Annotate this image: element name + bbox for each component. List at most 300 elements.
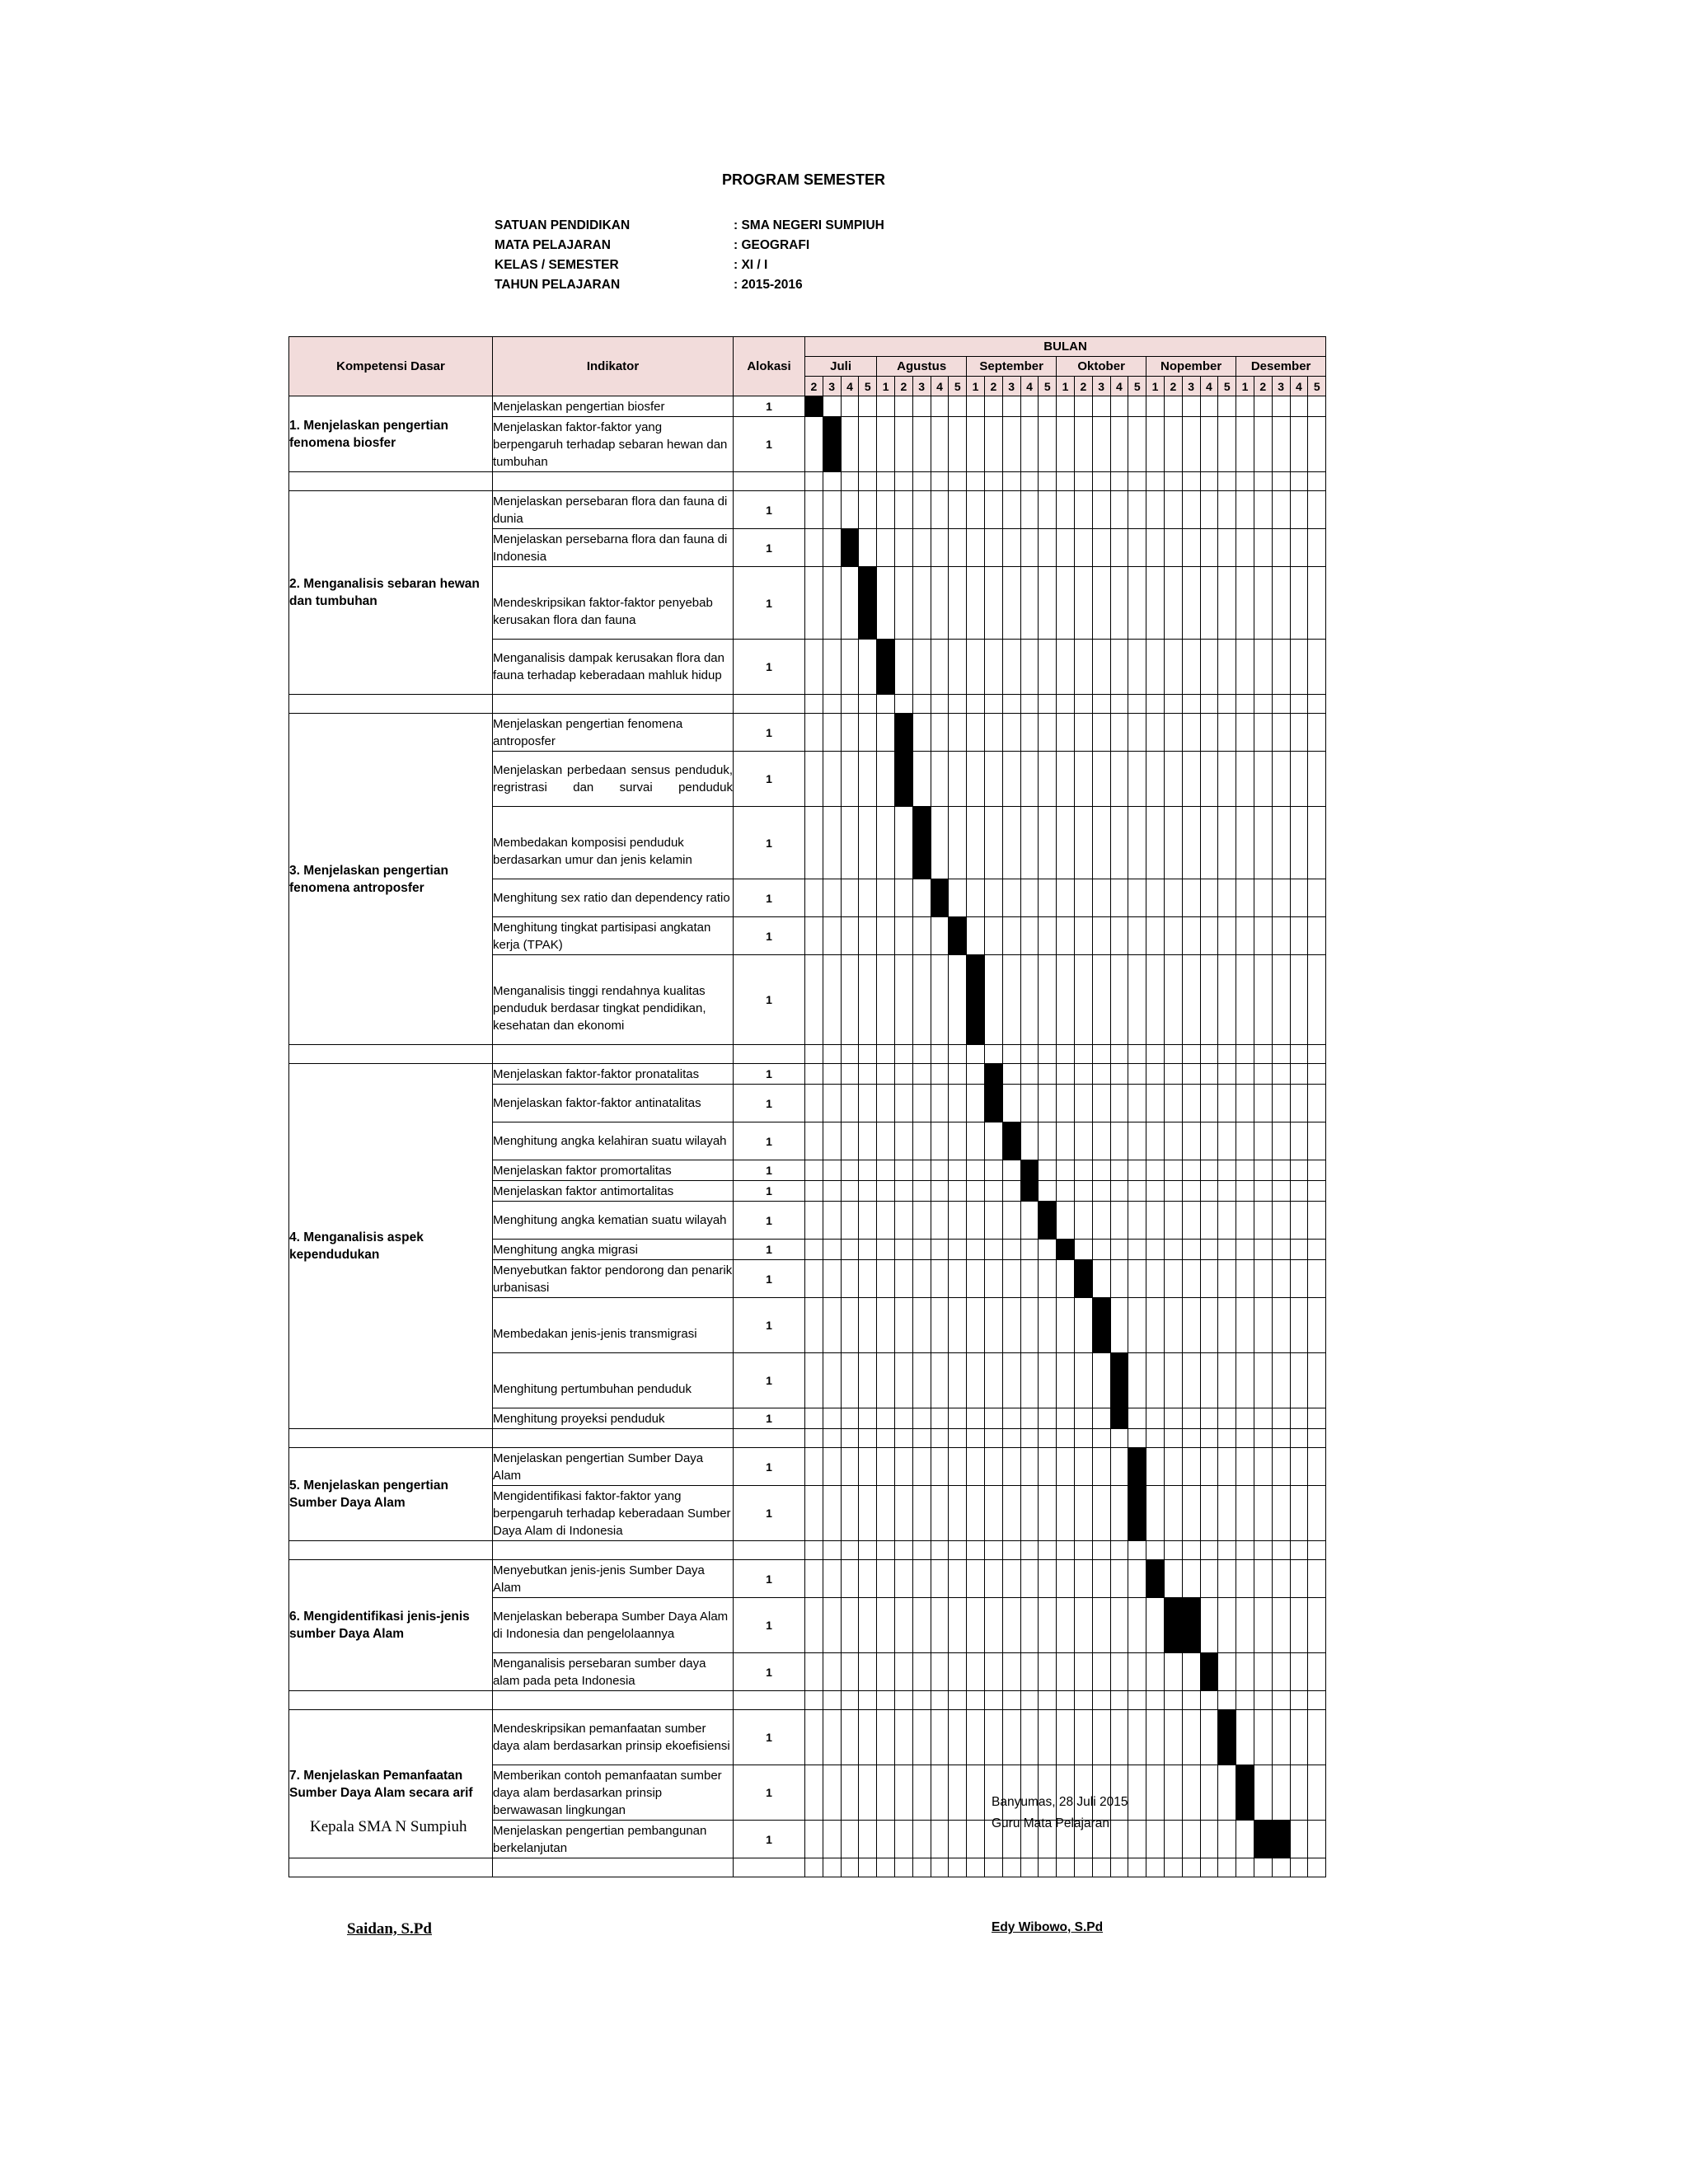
schedule-cell xyxy=(1110,1260,1128,1298)
schedule-cell xyxy=(877,1064,895,1085)
schedule-cell xyxy=(805,1821,823,1858)
schedule-cell xyxy=(967,807,985,879)
alokasi-cell: 1 xyxy=(734,917,805,955)
schedule-cell xyxy=(1074,955,1092,1045)
empty-cell xyxy=(1218,1541,1236,1560)
schedule-cell xyxy=(894,1298,912,1353)
schedule-cell xyxy=(1272,1765,1290,1821)
schedule-cell xyxy=(1200,1160,1218,1181)
empty-cell xyxy=(1020,1858,1039,1877)
schedule-cell xyxy=(1308,917,1326,955)
schedule-cell xyxy=(1272,1653,1290,1691)
schedule-cell xyxy=(912,917,931,955)
empty-cell xyxy=(1092,695,1110,714)
empty-cell xyxy=(1092,1541,1110,1560)
schedule-cell xyxy=(1092,1560,1110,1598)
schedule-cell xyxy=(967,1653,985,1691)
schedule-cell xyxy=(859,1821,877,1858)
schedule-cell xyxy=(1236,1160,1254,1181)
schedule-cell xyxy=(1074,529,1092,567)
schedule-cell xyxy=(1200,752,1218,807)
schedule-cell xyxy=(1236,752,1254,807)
empty-cell xyxy=(1110,1045,1128,1064)
schedule-cell xyxy=(1182,1486,1200,1541)
schedule-cell xyxy=(1182,1085,1200,1122)
empty-cell xyxy=(1020,472,1039,491)
schedule-cell xyxy=(1020,1598,1039,1653)
schedule-cell xyxy=(1146,1298,1165,1353)
empty-cell xyxy=(1182,695,1200,714)
schedule-cell xyxy=(1182,1353,1200,1408)
schedule-cell xyxy=(1057,1353,1075,1408)
schedule-cell xyxy=(1236,1181,1254,1202)
schedule-cell xyxy=(1182,1240,1200,1260)
schedule-cell xyxy=(1164,917,1182,955)
schedule-cell xyxy=(1290,1408,1308,1429)
schedule-cell xyxy=(1074,1122,1092,1160)
empty-cell xyxy=(1254,1045,1272,1064)
alokasi-cell: 1 xyxy=(734,1202,805,1240)
empty-cell xyxy=(949,1541,967,1560)
schedule-cell xyxy=(1254,1064,1272,1085)
empty-cell xyxy=(1290,472,1308,491)
schedule-cell xyxy=(1182,1653,1200,1691)
schedule-cell xyxy=(1164,417,1182,472)
indikator-cell: Mendeskripsikan faktor-faktor penyebab kerusakan flora dan fauna xyxy=(493,567,734,640)
empty-cell xyxy=(1254,1858,1272,1877)
schedule-cell xyxy=(1308,1560,1326,1598)
empty-cell xyxy=(912,1429,931,1448)
schedule-cell xyxy=(1092,879,1110,917)
schedule-cell xyxy=(1110,879,1128,917)
schedule-cell xyxy=(859,1710,877,1765)
empty-cell xyxy=(984,1541,1002,1560)
schedule-cell xyxy=(1254,1160,1272,1181)
schedule-cell xyxy=(877,1353,895,1408)
page-title: PROGRAM SEMESTER xyxy=(721,171,886,188)
indikator-cell: Menjelaskan persebaran flora dan fauna di dunia xyxy=(493,491,734,529)
indikator-cell: Menjelaskan faktor-faktor yang berpengaruh terhadap sebaran hewan dan tumbuhan xyxy=(493,417,734,472)
schedule-cell xyxy=(859,1653,877,1691)
schedule-cell xyxy=(1308,640,1326,695)
schedule-cell xyxy=(1182,955,1200,1045)
meta-label: TAHUN PELAJARAN xyxy=(495,278,621,292)
empty-cell xyxy=(823,1045,841,1064)
schedule-cell xyxy=(823,1298,841,1353)
schedule-cell xyxy=(1254,1408,1272,1429)
schedule-cell xyxy=(823,1353,841,1408)
kompetensi-dasar: 5. Menjelaskan pengertian Sumber Daya Alam xyxy=(289,1448,493,1541)
schedule-cell xyxy=(984,1353,1002,1408)
empty-cell xyxy=(1254,1691,1272,1710)
schedule-cell xyxy=(931,714,949,752)
schedule-cell xyxy=(841,1160,859,1181)
schedule-cell xyxy=(1218,417,1236,472)
empty-cell xyxy=(841,1691,859,1710)
schedule-cell xyxy=(1074,1353,1092,1408)
schedule-cell xyxy=(1200,1181,1218,1202)
schedule-cell xyxy=(1092,1202,1110,1240)
schedule-cell xyxy=(823,807,841,879)
schedule-cell xyxy=(1272,1408,1290,1429)
schedule-cell xyxy=(1272,396,1290,417)
schedule-cell xyxy=(967,1353,985,1408)
schedule-cell xyxy=(1182,417,1200,472)
schedule-cell xyxy=(859,1202,877,1240)
schedule-cell xyxy=(1074,714,1092,752)
schedule-cell xyxy=(859,807,877,879)
indikator-cell: Mendeskripsikan pemanfaatan sumber daya alam berdasarkan prinsip ekoefisiensi xyxy=(493,1710,734,1765)
schedule-cell xyxy=(877,491,895,529)
schedule-cell xyxy=(1182,807,1200,879)
week-number: 3 xyxy=(912,377,931,396)
empty-cell xyxy=(1182,1429,1200,1448)
schedule-cell xyxy=(967,1710,985,1765)
schedule-cell xyxy=(984,529,1002,567)
meta-row xyxy=(495,255,884,275)
schedule-cell xyxy=(949,1181,967,1202)
empty-cell xyxy=(841,472,859,491)
schedule-cell xyxy=(949,752,967,807)
empty-cell xyxy=(1218,472,1236,491)
schedule-cell-filled xyxy=(823,417,841,472)
schedule-cell xyxy=(1039,417,1057,472)
schedule-cell xyxy=(1236,1448,1254,1486)
schedule-cell xyxy=(967,1821,985,1858)
empty-cell xyxy=(493,1691,734,1710)
schedule-cell xyxy=(1254,1560,1272,1598)
schedule-cell xyxy=(1039,1085,1057,1122)
schedule-cell xyxy=(1182,640,1200,695)
week-number: 2 xyxy=(1164,377,1182,396)
empty-cell xyxy=(931,1691,949,1710)
schedule-cell xyxy=(931,1353,949,1408)
empty-cell xyxy=(1236,472,1254,491)
schedule-cell xyxy=(1272,491,1290,529)
schedule-cell xyxy=(1218,1240,1236,1260)
empty-cell xyxy=(1057,1858,1075,1877)
empty-cell xyxy=(1272,1858,1290,1877)
schedule-cell xyxy=(1074,1064,1092,1085)
schedule-cell xyxy=(1020,807,1039,879)
empty-cell xyxy=(859,1691,877,1710)
schedule-cell-filled xyxy=(1146,1560,1165,1598)
schedule-cell xyxy=(1200,491,1218,529)
schedule-cell xyxy=(1200,1486,1218,1541)
schedule-cell xyxy=(1057,917,1075,955)
schedule-cell xyxy=(1092,807,1110,879)
empty-cell xyxy=(894,1541,912,1560)
schedule-cell xyxy=(1057,1598,1075,1653)
week-number: 5 xyxy=(1308,377,1326,396)
schedule-cell xyxy=(1218,1298,1236,1353)
schedule-cell xyxy=(1164,1448,1182,1486)
schedule-cell-filled xyxy=(1200,1653,1218,1691)
schedule-cell xyxy=(1039,1710,1057,1765)
schedule-cell xyxy=(1092,417,1110,472)
schedule-cell xyxy=(1039,1448,1057,1486)
schedule-cell xyxy=(1146,1160,1165,1181)
schedule-cell xyxy=(1254,417,1272,472)
schedule-cell xyxy=(1057,1448,1075,1486)
schedule-cell-filled xyxy=(1254,1821,1272,1858)
schedule-cell xyxy=(1039,1122,1057,1160)
schedule-cell xyxy=(1290,567,1308,640)
schedule-cell xyxy=(894,1560,912,1598)
schedule-cell xyxy=(1057,807,1075,879)
schedule-cell xyxy=(1164,529,1182,567)
empty-cell xyxy=(1039,1045,1057,1064)
schedule-cell xyxy=(967,917,985,955)
schedule-cell xyxy=(1057,1260,1075,1298)
schedule-cell xyxy=(912,1064,931,1085)
schedule-cell xyxy=(877,917,895,955)
schedule-cell xyxy=(1200,714,1218,752)
schedule-cell xyxy=(1290,807,1308,879)
schedule-cell xyxy=(894,1710,912,1765)
empty-cell xyxy=(1164,1429,1182,1448)
schedule-cell xyxy=(1128,879,1146,917)
schedule-cell xyxy=(1020,1240,1039,1260)
schedule-cell xyxy=(1128,529,1146,567)
schedule-cell xyxy=(1308,1353,1326,1408)
schedule-cell xyxy=(805,1160,823,1181)
schedule-cell xyxy=(805,1298,823,1353)
schedule-cell xyxy=(1039,752,1057,807)
empty-cell xyxy=(734,1858,805,1877)
schedule-cell xyxy=(1146,1448,1165,1486)
schedule-cell xyxy=(1146,917,1165,955)
schedule-cell xyxy=(877,1653,895,1691)
schedule-cell xyxy=(1272,1560,1290,1598)
schedule-cell xyxy=(967,1598,985,1653)
schedule-cell xyxy=(1254,529,1272,567)
empty-cell xyxy=(1164,1045,1182,1064)
schedule-cell xyxy=(1002,1710,1020,1765)
schedule-cell xyxy=(1110,1560,1128,1598)
meta-label: MATA PELAJARAN xyxy=(495,238,611,252)
empty-cell xyxy=(805,1045,823,1064)
schedule-cell xyxy=(1308,396,1326,417)
schedule-cell xyxy=(1164,1353,1182,1408)
schedule-cell xyxy=(1074,752,1092,807)
empty-cell xyxy=(912,695,931,714)
schedule-cell xyxy=(1057,1710,1075,1765)
indikator-cell: Menjelaskan perbedaan sensus penduduk, regristrasi dan survai penduduk xyxy=(493,752,734,807)
schedule-cell xyxy=(1164,1160,1182,1181)
schedule-cell xyxy=(1057,1408,1075,1429)
empty-cell xyxy=(967,472,985,491)
schedule-cell xyxy=(877,1598,895,1653)
schedule-cell xyxy=(1308,1064,1326,1085)
empty-cell xyxy=(912,1045,931,1064)
empty-cell xyxy=(894,1858,912,1877)
week-number: 5 xyxy=(1218,377,1236,396)
meta-value: : XI / I xyxy=(734,258,768,272)
schedule-cell xyxy=(949,1765,967,1821)
schedule-cell xyxy=(859,879,877,917)
schedule-cell xyxy=(877,714,895,752)
schedule-cell xyxy=(984,1765,1002,1821)
schedule-cell xyxy=(823,1181,841,1202)
schedule-cell xyxy=(1020,1560,1039,1598)
empty-cell xyxy=(734,1429,805,1448)
schedule-cell xyxy=(805,1260,823,1298)
schedule-cell xyxy=(1308,1821,1326,1858)
schedule-cell xyxy=(1200,417,1218,472)
schedule-cell xyxy=(931,1765,949,1821)
schedule-cell xyxy=(1057,1085,1075,1122)
schedule-cell xyxy=(949,417,967,472)
schedule-cell xyxy=(1290,1653,1308,1691)
schedule-cell xyxy=(967,1202,985,1240)
empty-cell xyxy=(805,1429,823,1448)
empty-cell xyxy=(912,1541,931,1560)
schedule-cell xyxy=(912,529,931,567)
header-alokasi: Alokasi xyxy=(734,337,805,396)
indicator-row xyxy=(289,491,1326,529)
schedule-cell xyxy=(1110,1160,1128,1181)
schedule-cell xyxy=(859,417,877,472)
schedule-cell xyxy=(1002,1260,1020,1298)
indikator-cell: Menghitung angka migrasi xyxy=(493,1240,734,1260)
schedule-cell xyxy=(1200,1710,1218,1765)
schedule-cell xyxy=(805,1598,823,1653)
schedule-cell xyxy=(1308,1298,1326,1353)
schedule-cell xyxy=(1290,1353,1308,1408)
schedule-cell xyxy=(1290,417,1308,472)
empty-cell xyxy=(967,1045,985,1064)
schedule-cell xyxy=(1272,1122,1290,1160)
schedule-cell xyxy=(1164,1821,1182,1858)
empty-cell xyxy=(1057,1429,1075,1448)
schedule-cell xyxy=(1057,1122,1075,1160)
empty-cell xyxy=(1039,1691,1057,1710)
empty-cell xyxy=(1272,1045,1290,1064)
empty-cell xyxy=(1164,695,1182,714)
empty-cell xyxy=(1146,472,1165,491)
schedule-cell xyxy=(841,491,859,529)
schedule-cell xyxy=(949,1560,967,1598)
schedule-cell xyxy=(949,1408,967,1429)
schedule-cell xyxy=(1057,752,1075,807)
schedule-cell xyxy=(1092,1240,1110,1260)
schedule-cell xyxy=(841,1560,859,1598)
empty-cell xyxy=(734,695,805,714)
schedule-cell xyxy=(859,640,877,695)
schedule-cell xyxy=(1218,567,1236,640)
schedule-cell xyxy=(1020,1710,1039,1765)
week-number: 2 xyxy=(1254,377,1272,396)
schedule-cell-filled xyxy=(1128,1448,1146,1486)
schedule-cell xyxy=(859,917,877,955)
schedule-cell xyxy=(1236,1353,1254,1408)
schedule-cell xyxy=(949,1353,967,1408)
schedule-cell xyxy=(1308,1202,1326,1240)
schedule-cell xyxy=(1308,1486,1326,1541)
schedule-cell xyxy=(1272,1260,1290,1298)
schedule-cell xyxy=(1254,1202,1272,1240)
schedule-cell xyxy=(1074,1765,1092,1821)
schedule-cell xyxy=(1146,1486,1165,1541)
schedule-cell xyxy=(1164,1260,1182,1298)
schedule-cell xyxy=(984,396,1002,417)
week-number: 4 xyxy=(1020,377,1039,396)
schedule-cell xyxy=(1254,1353,1272,1408)
schedule-cell xyxy=(1002,807,1020,879)
schedule-cell xyxy=(1272,1710,1290,1765)
schedule-cell xyxy=(1182,1260,1200,1298)
schedule-cell xyxy=(823,955,841,1045)
schedule-cell xyxy=(805,529,823,567)
schedule-cell xyxy=(1218,1181,1236,1202)
schedule-cell xyxy=(1128,491,1146,529)
indikator-cell: Memberikan contoh pemanfaatan sumber daya alam berdasarkan prinsip berwawasan lingkungan xyxy=(493,1765,734,1821)
schedule-cell xyxy=(1254,1448,1272,1486)
schedule-cell xyxy=(1182,1821,1200,1858)
empty-cell xyxy=(1128,1541,1146,1560)
schedule-cell xyxy=(1218,1486,1236,1541)
empty-cell xyxy=(1020,1541,1039,1560)
schedule-cell xyxy=(841,1298,859,1353)
schedule-cell xyxy=(1039,1160,1057,1181)
empty-cell xyxy=(931,1541,949,1560)
schedule-cell xyxy=(805,714,823,752)
schedule-cell xyxy=(949,491,967,529)
schedule-cell xyxy=(1146,1240,1165,1260)
indikator-cell: Menyebutkan jenis-jenis Sumber Daya Alam xyxy=(493,1560,734,1598)
empty-cell xyxy=(894,1429,912,1448)
schedule-cell xyxy=(1146,1122,1165,1160)
empty-cell xyxy=(931,695,949,714)
schedule-cell xyxy=(931,1122,949,1160)
schedule-cell xyxy=(1002,1202,1020,1240)
week-number: 1 xyxy=(1057,377,1075,396)
schedule-cell xyxy=(841,1710,859,1765)
schedule-cell xyxy=(1254,567,1272,640)
empty-cell xyxy=(1128,1429,1146,1448)
schedule-cell xyxy=(823,1202,841,1240)
schedule-cell xyxy=(1308,567,1326,640)
empty-cell xyxy=(1128,1045,1146,1064)
schedule-cell xyxy=(1110,807,1128,879)
schedule-cell xyxy=(1002,529,1020,567)
teacher-role: Guru Mata Pelajaran xyxy=(992,1816,1110,1830)
empty-cell xyxy=(1308,1541,1326,1560)
schedule-cell xyxy=(949,1298,967,1353)
schedule-cell xyxy=(823,1260,841,1298)
schedule-cell-filled xyxy=(1128,1486,1146,1541)
schedule-cell xyxy=(1092,955,1110,1045)
empty-cell xyxy=(912,1691,931,1710)
schedule-cell xyxy=(1218,1560,1236,1598)
schedule-cell xyxy=(894,1085,912,1122)
schedule-cell xyxy=(1236,1486,1254,1541)
empty-cell xyxy=(805,472,823,491)
schedule-cell xyxy=(841,879,859,917)
schedule-cell xyxy=(877,529,895,567)
schedule-cell xyxy=(1236,714,1254,752)
schedule-cell xyxy=(1020,1260,1039,1298)
schedule-cell xyxy=(1182,1710,1200,1765)
indikator-cell: Menganalisis dampak kerusakan flora dan fauna terhadap keberadaan mahluk hidup xyxy=(493,640,734,695)
schedule-cell xyxy=(1290,714,1308,752)
schedule-cell xyxy=(1039,1181,1057,1202)
schedule-cell xyxy=(1110,1240,1128,1260)
empty-cell xyxy=(1020,695,1039,714)
empty-cell xyxy=(1110,472,1128,491)
alokasi-cell: 1 xyxy=(734,1448,805,1486)
